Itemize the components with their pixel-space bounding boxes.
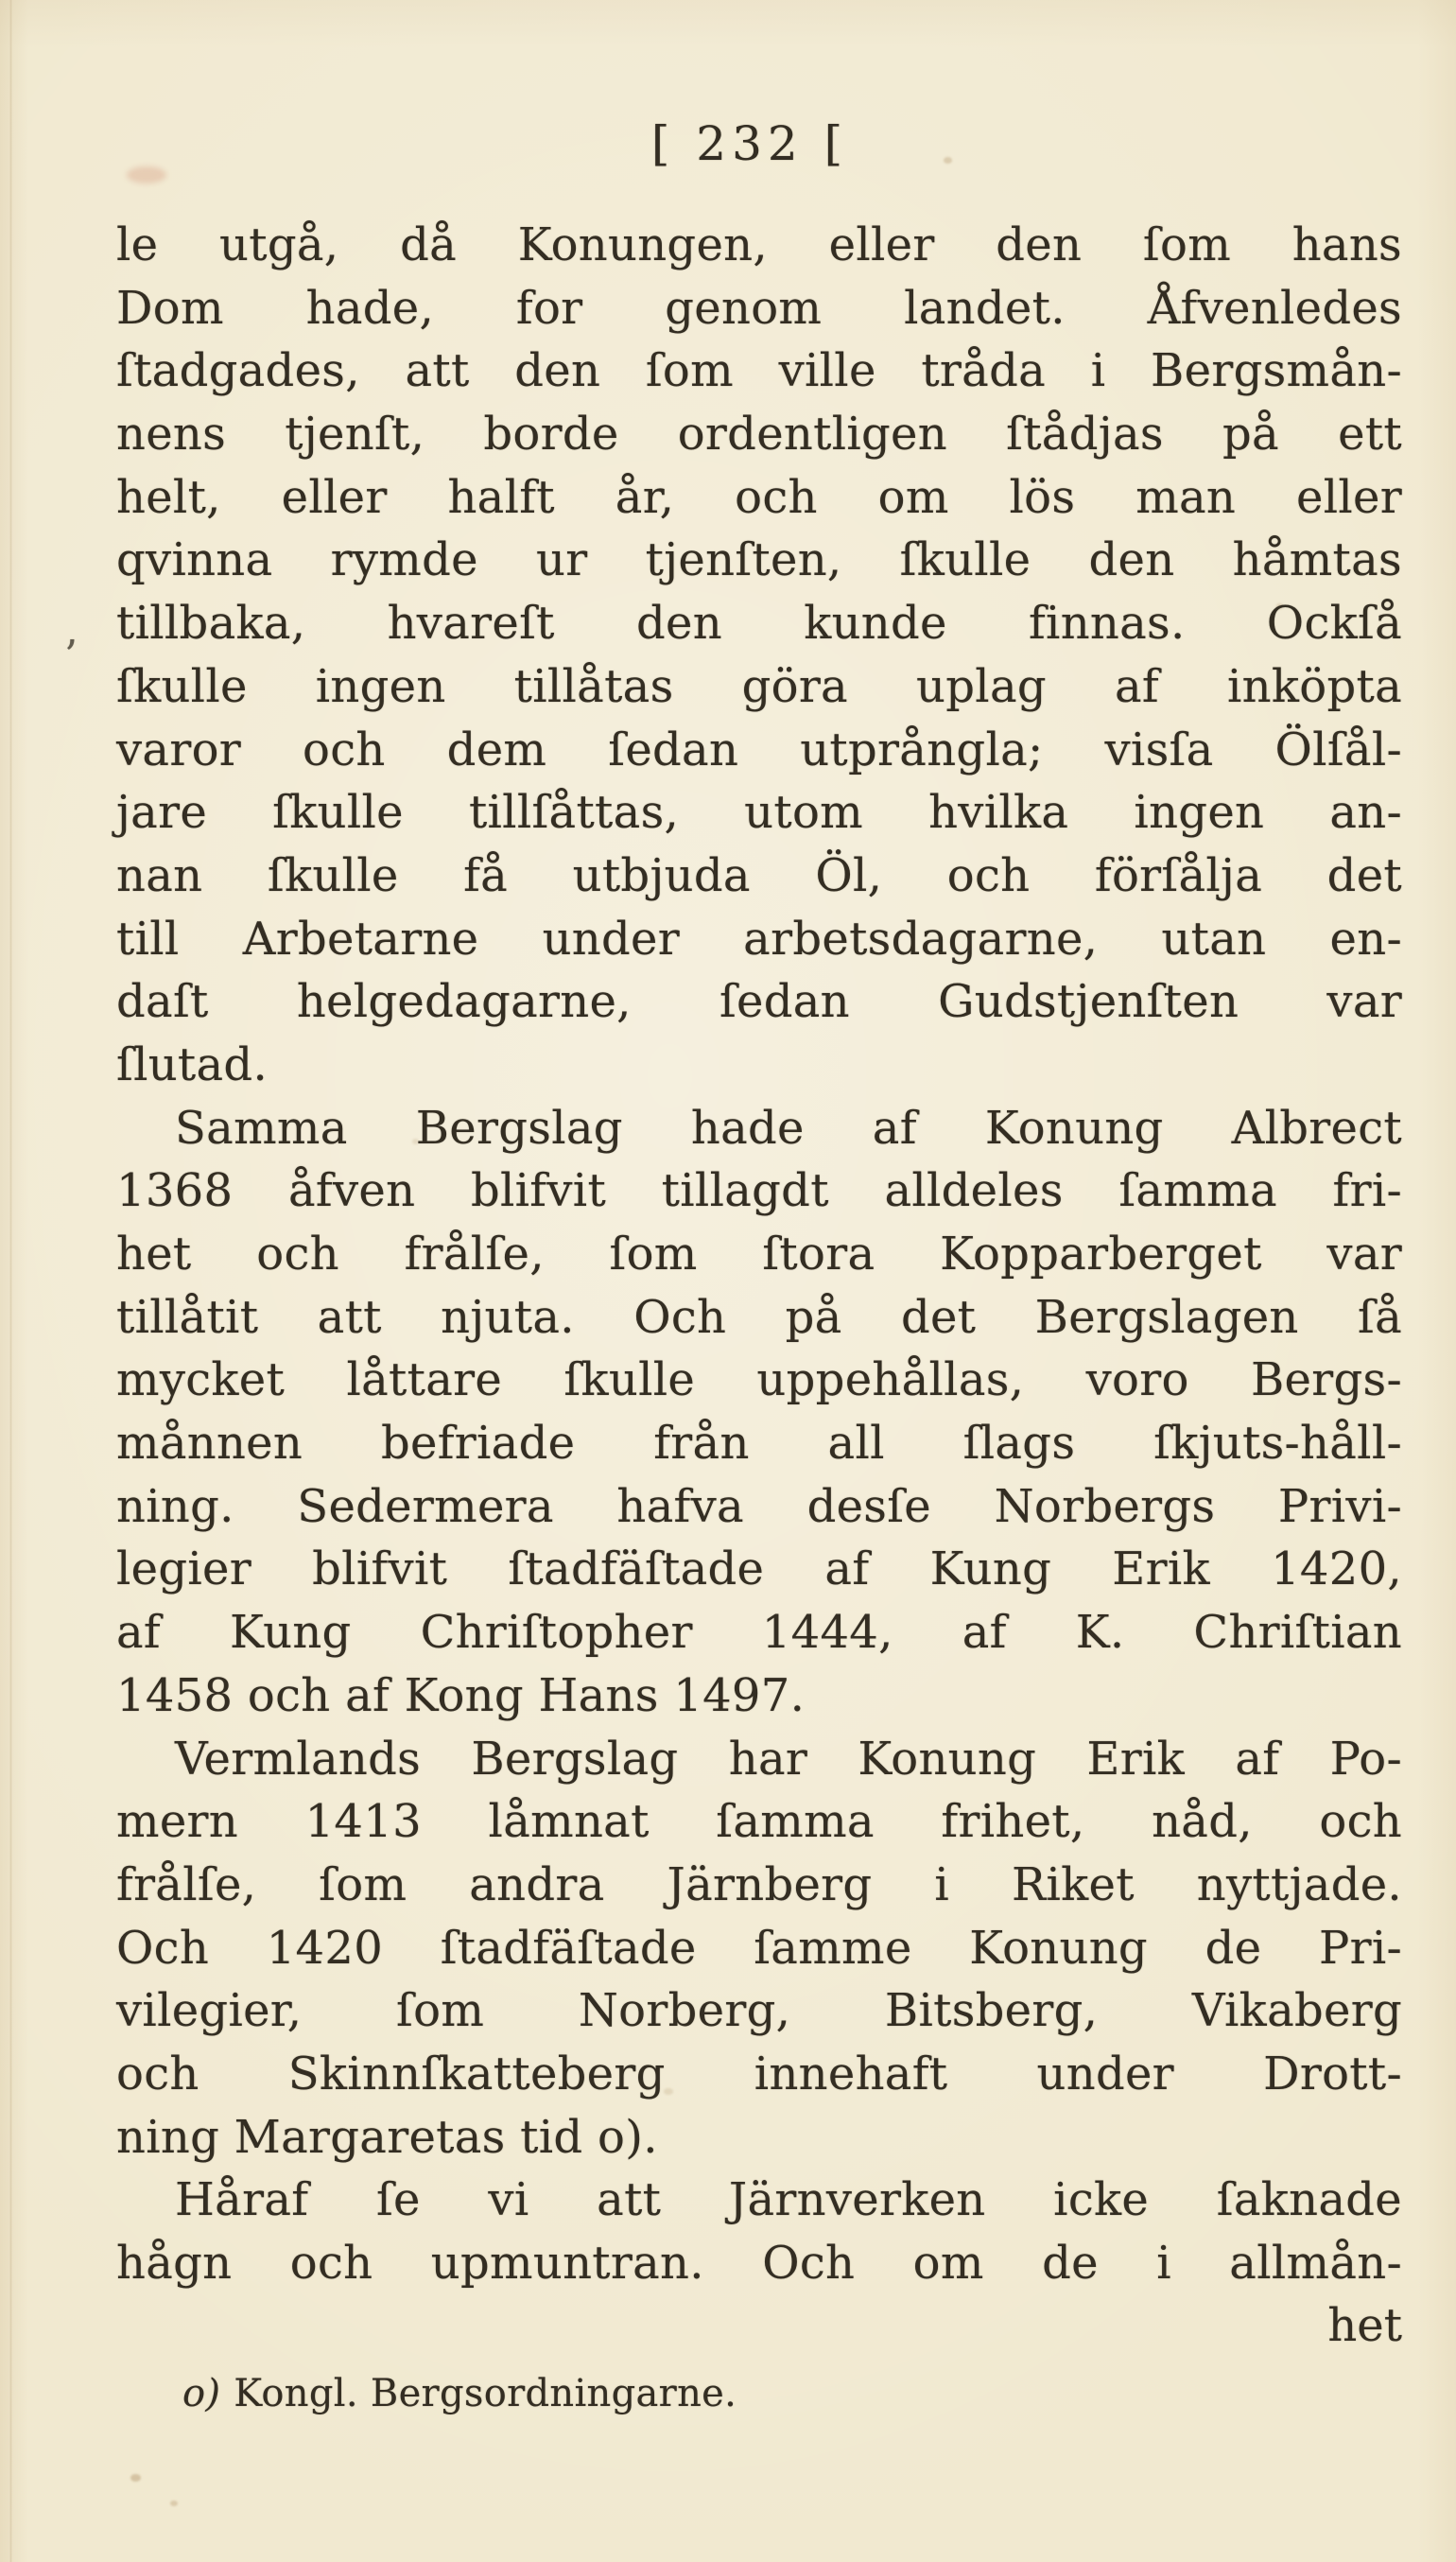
text-line: månnen befriade från all ſlags ſkjuts-håll- xyxy=(116,1417,1402,1471)
text-line: qvinna rymde ur tjenſten, ſkulle den håmtas xyxy=(116,533,1402,587)
body-text xyxy=(116,214,1402,2295)
text-line: varor och dem ſedan utprångla; visſa Ölſål- xyxy=(116,723,1402,776)
text-line: 1458 och af Kong Hans 1497. xyxy=(116,1668,806,1722)
text-line: ſlutad. xyxy=(116,1037,269,1091)
text-line: nan ſkulle få utbjuda Öl, och förſålja det xyxy=(116,848,1402,902)
text-line: nens tjenſt, borde ordentligen ſtådjas på ett xyxy=(116,408,1402,462)
footnote xyxy=(182,2368,737,2419)
text-line: Dom hade, for genom landet. Åfvenledes xyxy=(116,281,1402,335)
text-line: och Skinnſkatteberg innehaft under Drott- xyxy=(116,2047,1402,2100)
catchword: het xyxy=(1327,2299,1402,2352)
paper-speck xyxy=(170,2501,178,2506)
text-line: daſt helgedagarne, ſedan Gudstjenſten var xyxy=(116,975,1402,1029)
text-line: ſkulle ingen tillåtas göra uplag af inköpta xyxy=(116,659,1402,713)
text-line: mern 1413 låmnat ſamma frihet, nåd, och xyxy=(116,1795,1402,1849)
text-line: ſtadgades, att den ſom ville tråda i Bergsmån- xyxy=(116,344,1402,398)
text-line: Vermlands Bergslag har Konung Erik af Po- xyxy=(175,1732,1402,1786)
text-line: Håraf ſe vi att Järnverken icke ſaknade xyxy=(175,2173,1402,2227)
text-line: jare ſkulle tillſåttas, utom hvilka ingen an- xyxy=(116,786,1402,840)
text-line: 1368 åfven blifvit tillagdt alldeles ſamma fri- xyxy=(116,1164,1402,1218)
text-line: legier blifvit ſtadfäſtade af Kung Erik 1420, xyxy=(116,1542,1402,1596)
text-line: le utgå, då Konungen, eller den ſom hans xyxy=(116,218,1402,271)
page-edge-crease xyxy=(9,0,12,2562)
text-line: Och 1420 ſtadfäſtade ſamme Konung de Pri- xyxy=(116,1921,1402,1975)
text-line: het och frålſe, ſom ſtora Kopparberget var xyxy=(116,1228,1402,1281)
paper-speck xyxy=(130,2474,141,2482)
footnote-marker: o) xyxy=(182,2372,221,2415)
text-line: till Arbetarne under arbetsdagarne, utan en- xyxy=(116,912,1402,966)
text-line: helt, eller halft år, och om lös man eller xyxy=(116,470,1402,524)
text-line: tillåtit att njuta. Och på det Bergslagen ſå xyxy=(116,1290,1402,1344)
text-line: ning. Sedermera hafva desſe Norbergs Privi- xyxy=(116,1479,1402,1533)
text-line: tillbaka, hvareſt den kunde finnas. Ockſå xyxy=(116,597,1402,651)
text-line: frålſe, ſom andra Järnberg i Riket nyttjade. xyxy=(116,1857,1402,1911)
text-line: ning Margaretas tid o). xyxy=(116,2110,658,2164)
text-line: af Kung Chriſtopher 1444, af K. Chriſtian xyxy=(116,1606,1402,1660)
text-line: vilegier, ſom Norberg, Bitsberg, Vikaberg xyxy=(116,1984,1402,2038)
page-number-header: [ 232 [ xyxy=(650,116,849,171)
stray-ink-mark: ’ xyxy=(64,632,78,680)
text-line: hågn och upmuntran. Och om de i allmån- xyxy=(116,2237,1402,2290)
text-line: mycket låttare ſkulle uppehållas, voro Bergs- xyxy=(116,1353,1402,1407)
footnote-text: Kongl. Bergsordningarne. xyxy=(234,2372,737,2415)
text-line: Samma Bergslag hade af Konung Albrect xyxy=(175,1101,1402,1155)
